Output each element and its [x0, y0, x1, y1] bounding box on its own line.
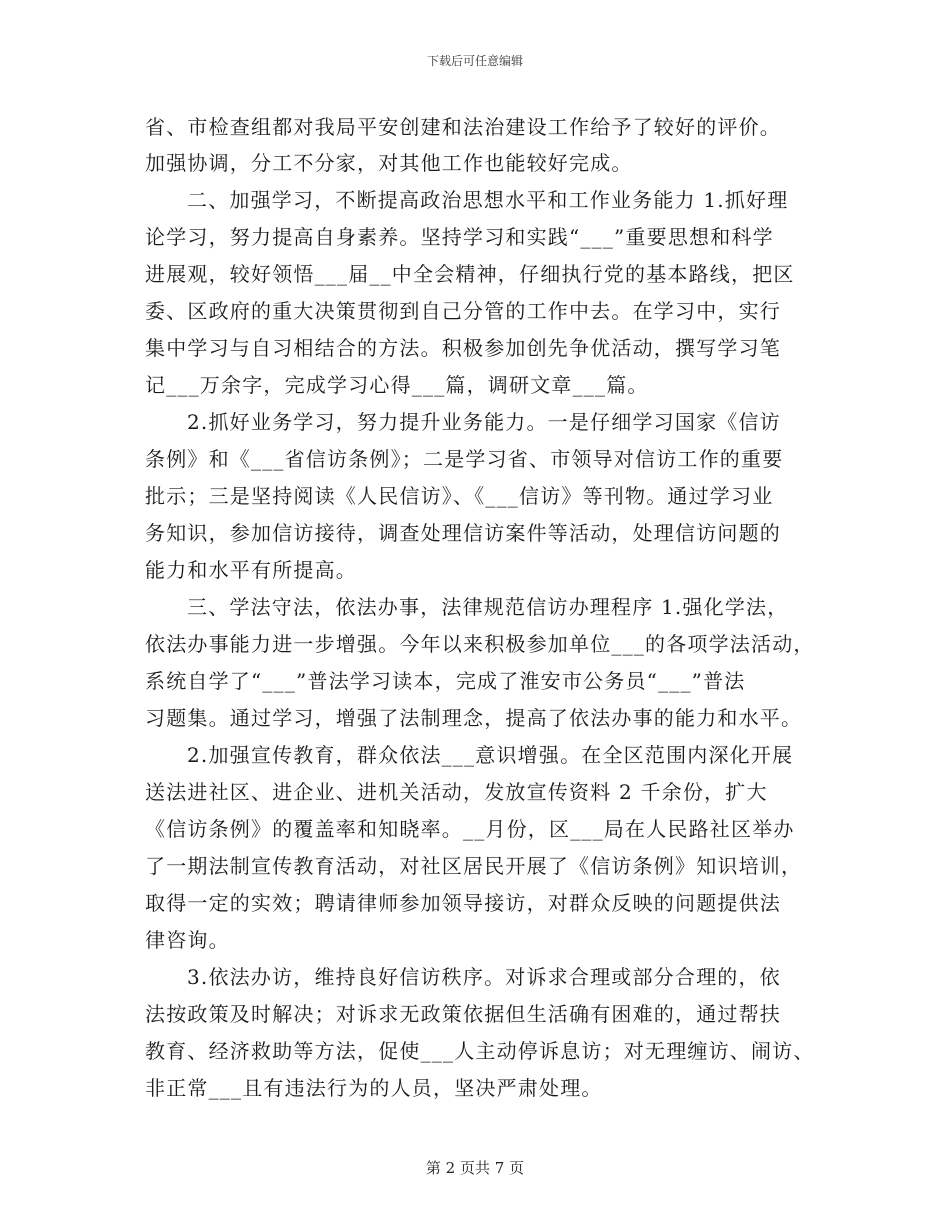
text-line: 能力和水平有所提高。 — [145, 558, 357, 582]
text-line: 进展观，较好领悟___届__中全会精神，仔细执行党的基本路线，把区 — [145, 262, 795, 286]
text-line: 论学习，努力提高自身素养。坚持学习和实践“___”重要思想和科学 — [145, 225, 774, 249]
text-line: 非正常___且有违法行为的人员，坚决严肃处理。 — [145, 1076, 603, 1100]
text-line: 送法进社区、进企业、进机关活动，发放宣传资料 2 千余份，扩大 — [145, 780, 768, 804]
text-line: 教育、经济救助等方法，促使___人主动停诉息访；对无理缠访、闹访、 — [145, 1039, 815, 1063]
text-line: 2.抓好业务学习，努力提升业务能力。一是仔细学习国家《信访 — [187, 410, 781, 434]
text-line: 3.依法办访，维持良好信访秩序。对诉求合理或部分合理的，依 — [187, 965, 781, 989]
text-line: 务知识，参加信访接待，调查处理信访案件等活动，处理信访问题的 — [145, 521, 781, 545]
text-line: 依法办事能力进一步增强。今年以来积极参加单位___的各项学法活动， — [145, 632, 815, 656]
text-line: 委、区政府的重大决策贯彻到自己分管的工作中去。在学习中，实行 — [145, 299, 781, 323]
text-line: 条例》和《___省信访条例》；二是学习省、市领导对信访工作的重要 — [145, 447, 784, 471]
text-line: 系统自学了“___”普法学习读本，完成了淮安市公务员“___”普法 — [145, 669, 746, 693]
text-line: 省、市检查组都对我局平安创建和法治建设工作给予了较好的评价。 — [145, 115, 781, 139]
text-line: 三、学法守法，依法办事，法律规范信访办理程序 1.强化学法， — [187, 595, 789, 619]
text-line: 批示；三是坚持阅读《人民信访》、《___信访》等刊物。通过学习业 — [145, 484, 774, 508]
text-line: 2.加强宣传教育，群众依法___意识增强。在全区范围内深化开展 — [187, 743, 794, 767]
text-line: 取得一定的实效；聘请律师参加领导接访，对群众反映的问题提供法 — [145, 891, 781, 915]
text-line: 集中学习与自习相结合的方法。积极参加创先争优活动，撰写学习笔 — [145, 336, 781, 360]
text-line: 《信访条例》的覆盖率和知晓率。__月份，区___局在人民路社区举办 — [145, 817, 795, 841]
text-line: 律咨询。 — [145, 928, 230, 952]
text-line: 二、加强学习，不断提高政治思想水平和工作业务能力 1.抓好理 — [187, 188, 789, 212]
page-number: 第 2 页共 7 页 — [425, 1159, 525, 1177]
text-line: 法按政策及时解决；对诉求无政策依据但生活确有困难的，通过帮扶 — [145, 1002, 781, 1026]
page-header: 下载后可任意编辑 — [426, 54, 523, 68]
text-line: 了一期法制宣传教育活动，对社区居民开展了《信访条例》知识培训， — [145, 854, 803, 878]
text-line: 加强协调，分工不分家，对其他工作也能较好完成。 — [145, 151, 633, 175]
text-line: 记___万余字，完成学习心得___篇，调研文章___篇。 — [145, 373, 649, 397]
text-line: 习题集。通过学习，增强了法制理念，提高了依法办事的能力和水平。 — [145, 706, 803, 730]
